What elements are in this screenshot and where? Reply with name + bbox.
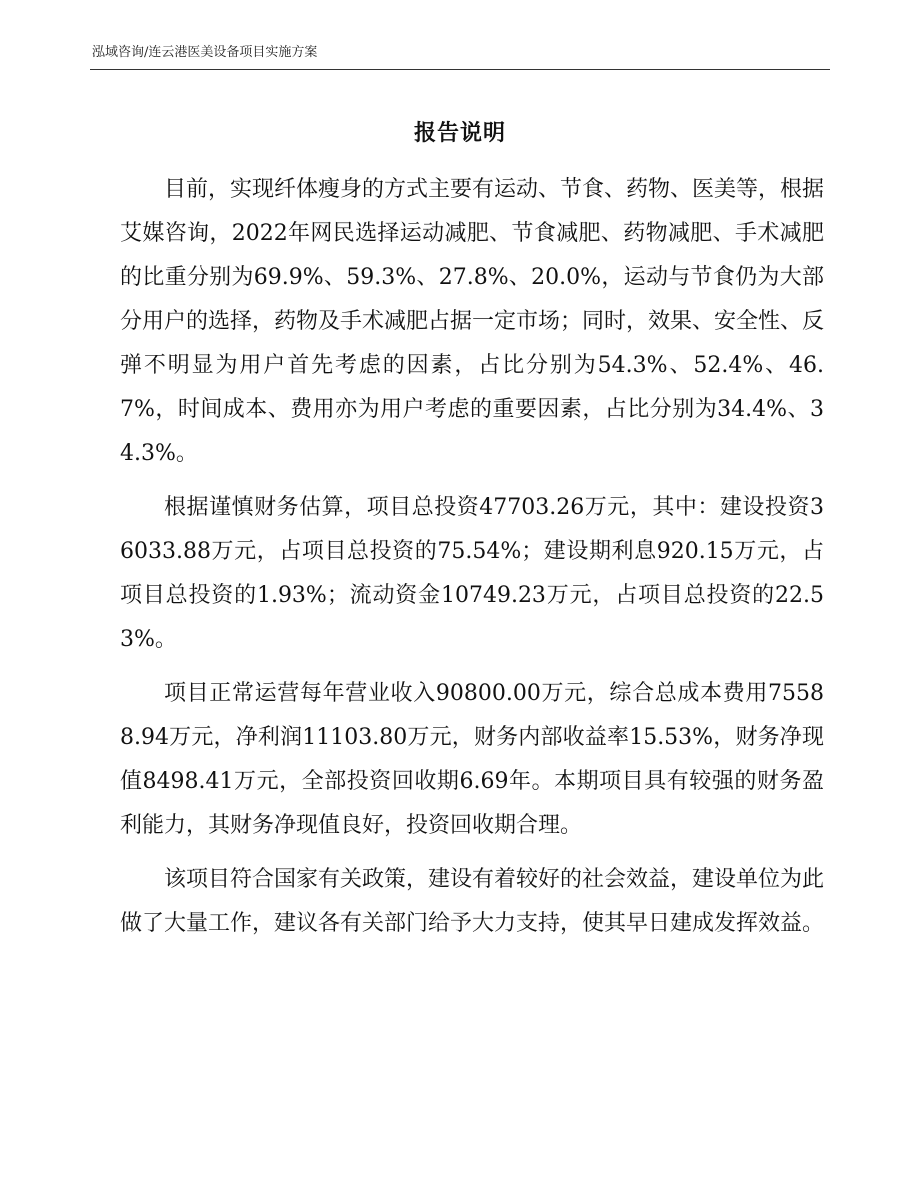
paragraph-financial-performance: 项目正常运营每年营业收入90800.00万元，综合总成本费用75588.94万元，净利润11103.80万元，财务内部收益率15.53%，财务净现值8498.41万元，全部投资回收期6.69年。本期项目具有较强的财务盈利能力，其财务净现值良好，投资回收期合理。 [120, 681, 824, 838]
header-divider [90, 69, 830, 70]
paragraph-project-conclusion: 该项目符合国家有关政策，建设有着较好的社会效益，建设单位为此做了大量工作，建议各有关部门给予大力支持，使其早日建成发挥效益。 [120, 867, 825, 936]
paragraph-market-overview: 目前，实现纤体瘦身的方式主要有运动、节食、药物、医美等，根据艾媒咨询，2022年网民选择运动减肥、节食减肥、药物减肥、手术减肥的比重分别为69.9%、59.3%、27.8%、20.0%，运动与节食仍为大部分用户的选择，药物及手术减肥占据一定市场；同时，效果、安全性、反弹不明显为用户首先考虑的因素，占比分别为54.3%、52.4%、46.7%，时间成本、费用亦为用户考虑的重要因素，占比分别为34.4%、34.3%。 [120, 177, 825, 466]
paragraph-investment-estimate: 根据谨慎财务估算，项目总投资47703.26万元，其中：建设投资36033.88万元，占项目总投资的75.54%；建设期利息920.15万元，占项目总投资的1.93%；流动资金10749.23万元，占项目总投资的22.53%。 [120, 495, 824, 652]
section-title: 报告说明 [413, 120, 506, 146]
body-content [120, 168, 824, 956]
running-header: 泓域咨询/连云港医美设备项目实施方案 [92, 45, 318, 60]
